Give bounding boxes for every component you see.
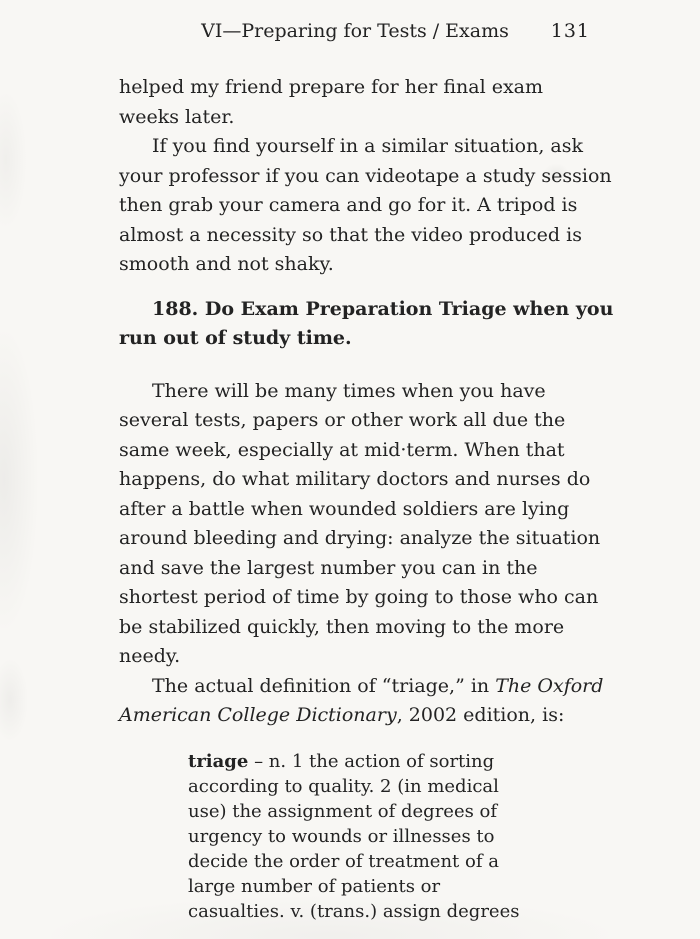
text-segment: after a battle when wounded soldiers are lying	[119, 497, 570, 520]
text-line	[119, 436, 595, 466]
text-segment: – n. 1 the action of sorting	[248, 750, 495, 772]
text-segment: according to quality. 2 (in medical	[188, 775, 499, 797]
text-line	[119, 672, 604, 702]
text-line	[119, 132, 595, 162]
text-segment: smooth and not shaky.	[119, 253, 334, 275]
text-segment: casualties. v. (trans.) assign degrees	[188, 900, 520, 922]
text-segment: run out of study time.	[119, 327, 352, 349]
text-segment: happens, do what military doctors and nurses do	[119, 468, 591, 490]
text-line	[188, 774, 558, 799]
running-header-title: VI—Preparing for Tests / Exams	[201, 20, 509, 42]
text-segment: then grab your camera and go for it. A tripod is	[119, 194, 578, 216]
text-segment: and save the largest number you can in the	[119, 556, 538, 579]
text-segment: urgency to wounds or illnesses to	[188, 825, 495, 847]
text-segment: There will be many times when you have	[152, 379, 546, 402]
text-line	[188, 824, 558, 849]
text-segment: shortest period of time by going to those who can	[119, 586, 599, 608]
text-segment: decide the order of treatment of a	[188, 850, 499, 872]
text-line	[119, 221, 595, 251]
text-line	[119, 191, 595, 221]
text-segment: American College Dictionary	[119, 704, 397, 726]
text-line	[119, 295, 614, 325]
text-segment: helped my friend prepare for her final exam	[119, 76, 544, 98]
text-segment: 188. Do Exam Preparation Triage when you	[152, 297, 614, 320]
text-line	[119, 642, 595, 672]
paragraph	[119, 132, 612, 280]
text-line	[119, 377, 595, 407]
text-segment: The Oxford	[495, 674, 604, 697]
text-segment: large number of patients or	[188, 875, 441, 897]
text-line	[188, 874, 558, 899]
text-line	[119, 701, 595, 731]
text-line	[119, 554, 595, 584]
text-segment: same week, especially at mid·term. When that	[119, 438, 565, 461]
text-line	[119, 162, 612, 192]
text-segment: triage	[188, 750, 249, 772]
page-number: 131	[550, 20, 590, 42]
text-segment: use) the assignment of degrees of	[188, 800, 498, 822]
text-segment: several tests, papers or other work all due the	[119, 409, 566, 431]
text-segment: The actual definition of “triage,” in	[152, 674, 496, 697]
text-line	[188, 849, 558, 874]
text-line	[119, 524, 601, 554]
running-header	[120, 20, 590, 42]
paragraph	[119, 672, 604, 731]
text-segment: needy.	[119, 645, 181, 667]
text-line	[119, 495, 595, 525]
text-segment: weeks later.	[119, 105, 235, 128]
text-line	[119, 583, 599, 613]
text-line	[188, 749, 558, 774]
text-line	[119, 465, 595, 495]
text-line	[119, 613, 595, 643]
text-line	[188, 799, 558, 824]
text-line	[119, 73, 595, 103]
paragraph	[119, 377, 601, 672]
section-heading	[119, 295, 614, 354]
text-line	[119, 250, 595, 280]
paragraph	[119, 73, 595, 132]
page-body	[119, 73, 614, 924]
text-line	[119, 406, 595, 436]
text-segment: your professor if you can videotape a study session	[119, 164, 612, 187]
text-segment: , 2002 edition, is:	[396, 704, 565, 726]
text-line	[119, 324, 595, 354]
text-line	[119, 103, 595, 133]
definition-blockquote	[188, 749, 558, 924]
text-segment: almost a necessity so that the video produced is	[119, 223, 582, 246]
text-segment: be stabilized quickly, then moving to the more	[119, 615, 565, 638]
text-line	[188, 899, 558, 924]
text-segment: If you find yourself in a similar situation, ask	[152, 135, 584, 157]
text-segment: around bleeding and drying: analyze the situation	[119, 527, 601, 549]
